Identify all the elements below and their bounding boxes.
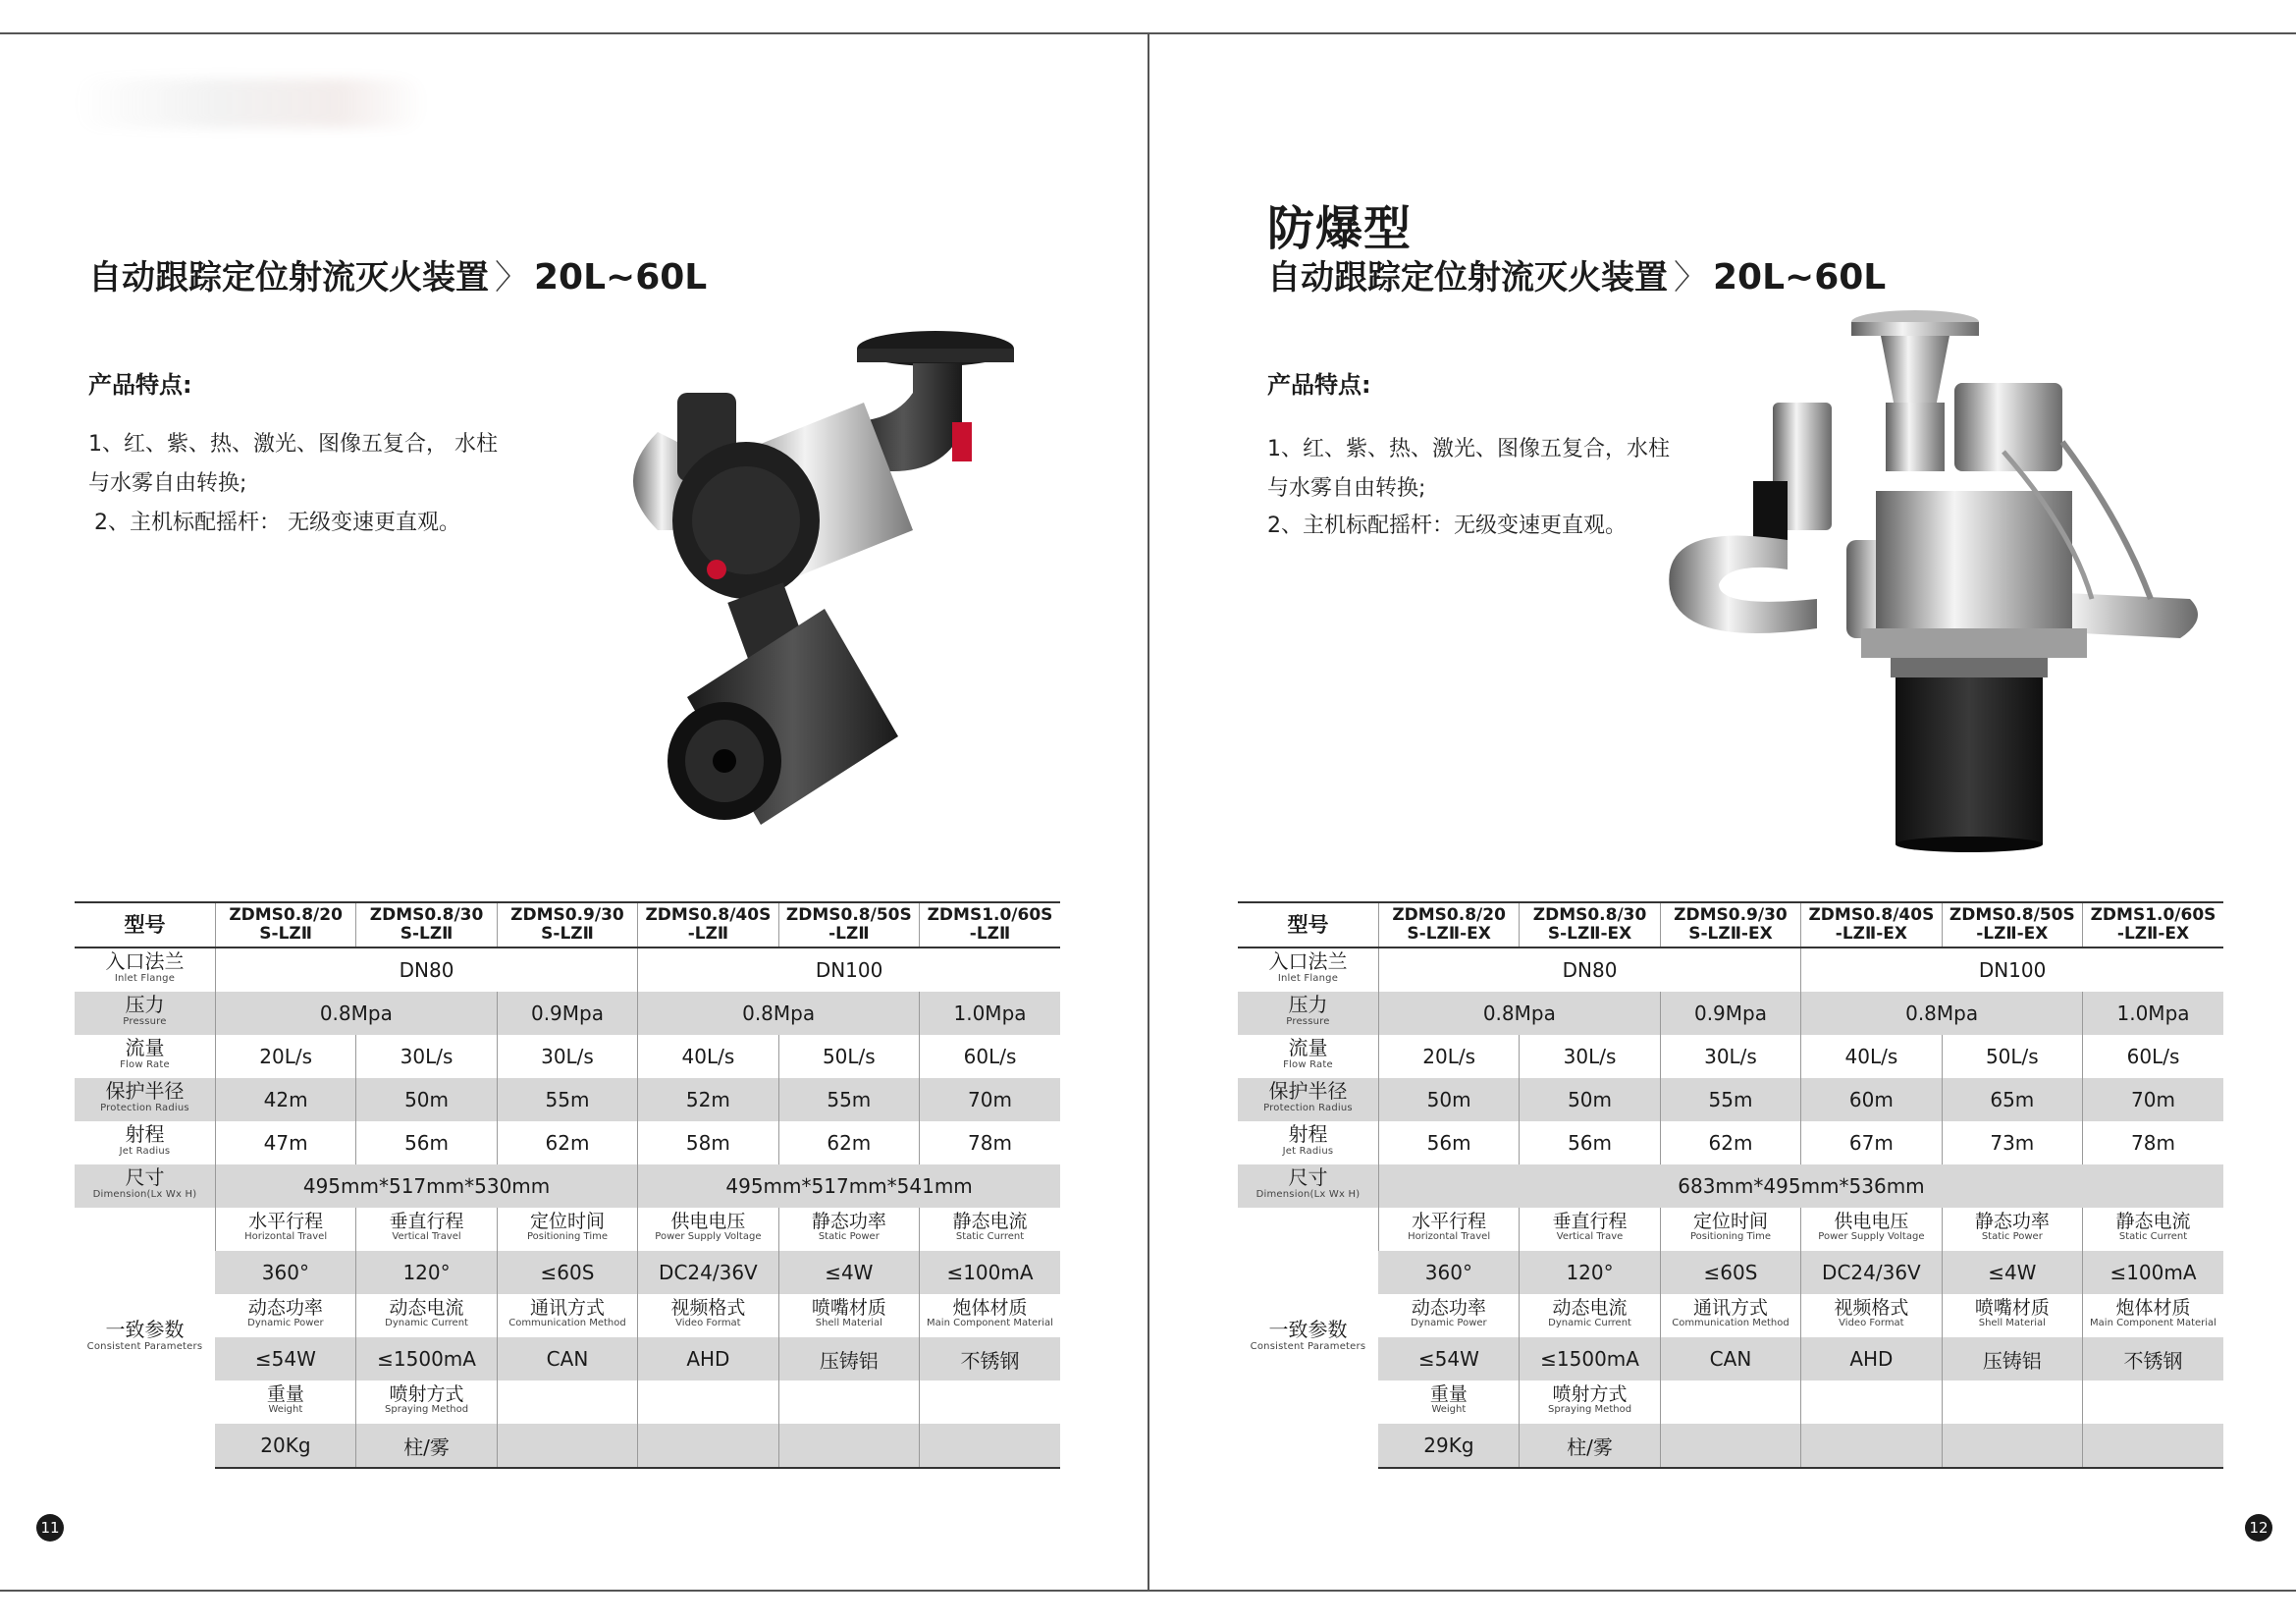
table-cell: ≤1500mA <box>1520 1337 1660 1380</box>
table-row <box>1238 1035 2223 1078</box>
param-label: 静态电流 Static Current <box>2083 1208 2223 1251</box>
param-label: 静态功率 Static Power <box>778 1208 919 1251</box>
model-cell: ZDMS1.0/60S -LZⅡ <box>920 902 1060 947</box>
table-row <box>75 1380 1060 1424</box>
table-cell: DN80 <box>1378 947 1800 992</box>
title-range: 20L~60L <box>1713 257 1887 298</box>
table-cell: 20Kg <box>215 1424 355 1468</box>
table-row <box>75 1164 1060 1208</box>
table-cell: 62m <box>497 1121 637 1164</box>
table-row <box>1238 1121 2223 1164</box>
model-cell: ZDMS0.8/40S -LZⅡ <box>638 902 778 947</box>
model-cell: ZDMS0.8/20 S-LZⅡ-EX <box>1378 902 1519 947</box>
table-cell: AHD <box>638 1337 778 1380</box>
param-label: 炮体材质 Main Component Material <box>920 1294 1060 1337</box>
param-label: 定位时间 Positioning Time <box>497 1208 637 1251</box>
empty-cell <box>497 1380 637 1424</box>
table-cell: CAN <box>1660 1337 1800 1380</box>
title-range: 20L~60L <box>534 257 708 298</box>
table-cell: 柱/雾 <box>356 1424 497 1468</box>
table-cell: 60L/s <box>2083 1035 2223 1078</box>
table-row <box>1238 1294 2223 1337</box>
param-label: 视频格式 Video Format <box>638 1294 778 1337</box>
table-cell: 360° <box>215 1251 355 1294</box>
table-cell: ≤100mA <box>920 1251 1060 1294</box>
row-label: 尺寸 Dimension(Lx Wx H) <box>1238 1164 1378 1208</box>
table-cell: 56m <box>356 1121 497 1164</box>
table-cell: 55m <box>778 1078 919 1121</box>
table-row <box>1238 1164 2223 1208</box>
table-cell: 不锈钢 <box>920 1337 1060 1380</box>
param-label: 供电电压 Power Supply Voltage <box>638 1208 778 1251</box>
model-cell: ZDMS1.0/60S -LZⅡ-EX <box>2083 902 2223 947</box>
param-label: 喷嘴材质 Shell Material <box>1942 1294 2082 1337</box>
feature-line: 2、主机标配摇杆： 无级变速更直观。 <box>94 511 460 535</box>
table-cell: 55m <box>497 1078 637 1121</box>
product-title <box>1267 250 1886 298</box>
table-cell: 67m <box>1801 1121 1942 1164</box>
table-cell: 42m <box>215 1078 355 1121</box>
table-cell: 47m <box>215 1121 355 1164</box>
empty-cell <box>1801 1424 1942 1468</box>
table-row <box>1238 1251 2223 1294</box>
table-cell: 60m <box>1801 1078 1942 1121</box>
table-row <box>75 1035 1060 1078</box>
table-cell: 0.8Mpa <box>215 992 497 1035</box>
model-cell: ZDMS0.8/30 S-LZⅡ <box>356 902 497 947</box>
param-label: 动态功率 Dynamic Power <box>1411 1297 1487 1328</box>
table-cell: DN80 <box>215 947 637 992</box>
param-label: 静态电流 Static Current <box>920 1208 1060 1251</box>
table-cell: ≤54W <box>1378 1337 1519 1380</box>
table-cell: 78m <box>920 1121 1060 1164</box>
table-cell: 压铸铝 <box>1942 1337 2082 1380</box>
table-cell: 60L/s <box>920 1035 1060 1078</box>
table-cell: ≤54W <box>215 1337 355 1380</box>
model-cell: ZDMS0.8/50S -LZⅡ <box>778 902 919 947</box>
table-cell: 73m <box>1942 1121 2082 1164</box>
row-label: 压力 Pressure <box>75 992 215 1035</box>
table-row <box>1238 1337 2223 1380</box>
row-label-consistent: 一致参数 Consistent Parameters <box>1238 1208 1378 1468</box>
model-cell: ZDMS0.8/30 S-LZⅡ-EX <box>1520 902 1660 947</box>
table-cell: ≤100mA <box>2083 1251 2223 1294</box>
param-label: 静态功率 Static Power <box>1942 1208 2082 1251</box>
row-label-consistent: 一致参数 Consistent Parameters <box>75 1208 215 1468</box>
chevron-right-icon: 〉 <box>1674 258 1707 298</box>
param-label: 动态功率 Dynamic Power <box>247 1297 324 1328</box>
row-label: 流量 Flow Rate <box>1283 1036 1333 1070</box>
table-row <box>75 1337 1060 1380</box>
row-label: 压力 Pressure <box>1238 992 1378 1035</box>
empty-cell <box>778 1380 919 1424</box>
table-cell: 50L/s <box>1942 1035 2082 1078</box>
table-cell: 120° <box>1520 1251 1660 1294</box>
param-label: 通讯方式 Communication Method <box>497 1294 637 1337</box>
table-cell: 495mm*517mm*530mm <box>215 1164 637 1208</box>
row-label: 射程 Jet Radius <box>1282 1122 1334 1157</box>
table-cell: 50m <box>356 1078 497 1121</box>
table-cell: 柱/雾 <box>1520 1424 1660 1468</box>
table-cell: 20L/s <box>215 1035 355 1078</box>
param-label: 垂直行程 Vertical Travel <box>356 1208 497 1251</box>
table-header-row <box>75 902 1060 947</box>
feature-line: 与水雾自由转换; <box>1267 476 1426 501</box>
table-cell: 0.9Mpa <box>1660 992 1800 1035</box>
table-cell: 55m <box>1660 1078 1800 1121</box>
table-cell: 495mm*517mm*541mm <box>638 1164 1060 1208</box>
table-cell: DC24/36V <box>1801 1251 1942 1294</box>
model-cell: ZDMS0.9/30 S-LZⅡ-EX <box>1660 902 1800 947</box>
table-cell: 1.0Mpa <box>2083 992 2223 1035</box>
row-label: 射程 Jet Radius <box>119 1122 171 1157</box>
empty-cell <box>497 1424 637 1468</box>
table-row <box>1238 992 2223 1035</box>
param-label: 通讯方式 Communication Method <box>1660 1294 1800 1337</box>
table-cell: 0.8Mpa <box>1378 992 1660 1035</box>
table-cell: 30L/s <box>497 1035 637 1078</box>
param-label: 炮体材质 Main Component Material <box>2083 1294 2223 1337</box>
page-number: 11 <box>36 1514 64 1542</box>
table-cell: 120° <box>356 1251 497 1294</box>
empty-cell <box>2083 1380 2223 1424</box>
table-cell: 0.8Mpa <box>638 992 920 1035</box>
table-cell: 56m <box>1520 1121 1660 1164</box>
table-row <box>1238 947 2223 992</box>
empty-cell <box>1660 1380 1800 1424</box>
empty-cell <box>1660 1424 1800 1468</box>
param-label: 重量 Weight <box>266 1383 304 1415</box>
variant-heading: 防爆型 <box>1267 201 1413 256</box>
model-cell: ZDMS0.8/50S -LZⅡ-EX <box>1942 902 2082 947</box>
table-cell: AHD <box>1801 1337 1942 1380</box>
empty-cell <box>1801 1380 1942 1424</box>
table-row <box>75 992 1060 1035</box>
row-label: 流量 Flow Rate <box>120 1036 170 1070</box>
spec-table <box>1238 901 2223 1469</box>
param-label: 定位时间 Positioning Time <box>1660 1208 1800 1251</box>
table-row <box>75 1121 1060 1164</box>
table-row <box>75 1078 1060 1121</box>
empty-cell <box>638 1380 778 1424</box>
empty-cell <box>1942 1380 2082 1424</box>
param-label: 水平行程 Horizontal Travel <box>215 1208 355 1251</box>
product-title <box>88 250 707 298</box>
table-cell: 56m <box>1378 1121 1519 1164</box>
spec-table <box>75 901 1060 1469</box>
table-row <box>75 1294 1060 1337</box>
empty-cell <box>638 1424 778 1468</box>
table-cell: 58m <box>638 1121 778 1164</box>
table-cell: 1.0Mpa <box>920 992 1060 1035</box>
feature-line: 与水雾自由转换; <box>88 471 247 496</box>
table-cell: 683mm*495mm*536mm <box>1378 1164 2223 1208</box>
table-header-row <box>1238 902 2223 947</box>
table-row <box>1238 1380 2223 1424</box>
table-cell: 50L/s <box>778 1035 919 1078</box>
table-row <box>1238 1424 2223 1468</box>
table-cell: ≤60S <box>497 1251 637 1294</box>
feature-line: 1、红、紫、热、激光、图像五复合，水柱 <box>1267 437 1670 461</box>
table-cell: 40L/s <box>1801 1035 1942 1078</box>
table-cell: 不锈钢 <box>2083 1337 2223 1380</box>
title-text: 自动跟踪定位射流灭火装置 <box>1267 258 1668 298</box>
param-label: 喷射方式 Spraying Method <box>1520 1380 1660 1424</box>
row-label: 入口法兰 Inlet Flange <box>105 949 185 984</box>
table-cell: ≤60S <box>1660 1251 1800 1294</box>
table-row <box>75 947 1060 992</box>
table-cell: 20L/s <box>1378 1035 1519 1078</box>
table-cell: 360° <box>1378 1251 1519 1294</box>
table-cell: 30L/s <box>1520 1035 1660 1078</box>
table-cell: ≤1500mA <box>356 1337 497 1380</box>
features-heading: 产品特点: <box>1267 371 1371 399</box>
empty-cell <box>2083 1424 2223 1468</box>
table-cell: 30L/s <box>1660 1035 1800 1078</box>
scan-smudge <box>74 79 427 128</box>
table-cell: 52m <box>638 1078 778 1121</box>
param-label: 重量 Weight <box>1429 1383 1468 1415</box>
param-label: 动态电流 Dynamic Current <box>356 1294 497 1337</box>
row-label: 尺寸 Dimension(Lx Wx H) <box>75 1164 215 1208</box>
title-text: 自动跟踪定位射流灭火装置 <box>88 258 489 298</box>
table-row <box>1238 1208 2223 1251</box>
table-cell: 70m <box>920 1078 1060 1121</box>
table-cell: 压铸铝 <box>778 1337 919 1380</box>
param-label: 供电电压 Power Supply Voltage <box>1801 1208 1942 1251</box>
table-cell: DN100 <box>638 947 1060 992</box>
chevron-right-icon: 〉 <box>495 258 528 298</box>
table-cell: ≤4W <box>1942 1251 2082 1294</box>
table-row <box>75 1208 1060 1251</box>
product-photo-standard <box>618 324 1050 854</box>
table-cell: 0.9Mpa <box>497 992 637 1035</box>
table-row <box>1238 1078 2223 1121</box>
param-label: 喷嘴材质 Shell Material <box>778 1294 919 1337</box>
table-cell: 65m <box>1942 1078 2082 1121</box>
empty-cell <box>1942 1424 2082 1468</box>
param-label: 垂直行程 Vertical Trave <box>1520 1208 1660 1251</box>
model-cell: ZDMS0.9/30 S-LZⅡ <box>497 902 637 947</box>
row-label: 保护半径 Protection Radius <box>1238 1078 1378 1121</box>
table-cell: CAN <box>497 1337 637 1380</box>
features-heading: 产品特点: <box>88 371 192 399</box>
feature-line: 2、主机标配摇杆：无级变速更直观。 <box>1267 514 1627 538</box>
table-cell: 62m <box>1660 1121 1800 1164</box>
table-cell: 0.8Mpa <box>1801 992 2083 1035</box>
row-label: 入口法兰 Inlet Flange <box>1268 949 1348 984</box>
empty-cell <box>920 1424 1060 1468</box>
page-12 <box>1149 0 2296 1624</box>
model-cell: ZDMS0.8/20 S-LZⅡ <box>215 902 355 947</box>
table-cell: 50m <box>1378 1078 1519 1121</box>
empty-cell <box>920 1380 1060 1424</box>
empty-cell <box>778 1424 919 1468</box>
param-label: 动态电流 Dynamic Current <box>1520 1294 1660 1337</box>
table-row <box>75 1251 1060 1294</box>
model-cell: ZDMS0.8/40S -LZⅡ-EX <box>1801 902 1942 947</box>
table-row <box>75 1424 1060 1468</box>
product-photo-explosion-proof <box>1660 304 2219 854</box>
table-cell: 50m <box>1520 1078 1660 1121</box>
param-label: 水平行程 Horizontal Travel <box>1378 1208 1519 1251</box>
model-header: 型号 <box>1238 902 1378 947</box>
table-cell: 62m <box>778 1121 919 1164</box>
table-cell: 30L/s <box>356 1035 497 1078</box>
feature-line: 1、红、紫、热、激光、图像五复合， 水柱 <box>88 432 498 457</box>
table-cell: 70m <box>2083 1078 2223 1121</box>
param-label: 喷射方式 Spraying Method <box>356 1380 497 1424</box>
table-cell: 40L/s <box>638 1035 778 1078</box>
table-cell: DC24/36V <box>638 1251 778 1294</box>
page-number: 12 <box>2245 1514 2272 1542</box>
row-label: 保护半径 Protection Radius <box>75 1078 215 1121</box>
param-label: 视频格式 Video Format <box>1801 1294 1942 1337</box>
model-header: 型号 <box>75 902 215 947</box>
table-cell: 29Kg <box>1378 1424 1519 1468</box>
table-cell: ≤4W <box>778 1251 919 1294</box>
table-cell: DN100 <box>1801 947 2223 992</box>
table-cell: 78m <box>2083 1121 2223 1164</box>
